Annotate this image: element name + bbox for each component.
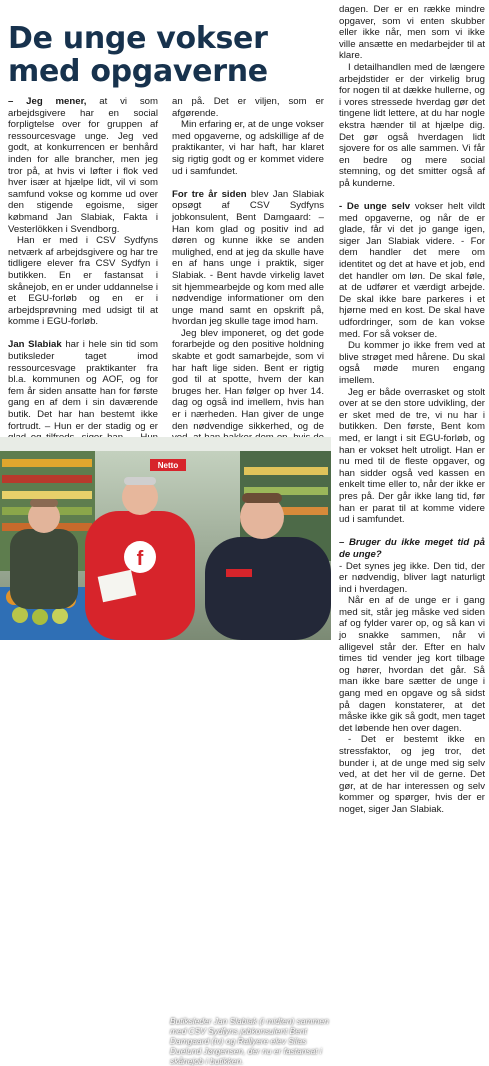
lead-in: – Jeg mener, — [8, 96, 87, 107]
question: – Bruger du ikke meget tid på de unge? — [339, 537, 485, 560]
paragraph: Han er med i CSV Sydfyns netværk af arbejdsgivere og har tre tidligere elever fra CSV Sydfyn i butikken. En er fastansat i skånejob, en er under uddannelse i et EGU-forløb og en er i arbejdsprøvning med udsigt til at komme i EGU-forløb. — [8, 235, 158, 328]
paragraph: Du kommer jo ikke frem ved at blive strøget med hårene. Du skal også møde muren engang imellem. — [339, 340, 485, 386]
paragraph: Min erfaring er, at de unge vokser med opgaverne, og adskillige af de praktikanter, vi har haft, har klaret sig rigtig godt og er kommet videre ud i samfundet. — [172, 119, 324, 177]
lead-in: For tre år siden — [172, 188, 247, 200]
shirt-logo: f — [136, 548, 144, 570]
paragraph: - Det synes jeg ikke. Den tid, der er nødvendig, bliver lagt naturligt ind i hverdagen. — [339, 560, 485, 595]
paragraph: dagen. Der er en række mindre opgaver, som vi enten skubber eller ikke når, men som vi ikke ville ansætte en medarbejder til at klare. — [339, 4, 485, 62]
photo-caption: Butiksleder Jan Slabiak (i midten) sammen med CSV Sydfyns jobkonsulent Bent Damgaard (tv) og Rallyere elev Silas Duelund Jørgensen, der nu er fastansat i skånejob i butikken. — [170, 1016, 329, 1066]
lead-in: - De unge selv — [339, 201, 411, 213]
paragraph: an på. Det er viljen, som er afgørende. — [172, 96, 324, 119]
paragraph-text: har i hele sin tid som butiksleder taget imod ressourcesvage praktikanter fra bl.a. kommunen og AOF, og for fem år siden ansatte han for første gang en af dem i sin daværende butik. Det har han bestemt ikke fortrudt. – Hun er der stadig og er — [8, 339, 158, 432]
fruit-sign-label: Netto — [157, 461, 179, 470]
paragraph-text: vokser helt vildt med opgaverne, og når de er glade, får vi det jo gange igen, siger Jan Slabiak videre. - For dem handler det mere om identitet og det at have et job, end det handler om løn. De skal føle, at de udfører et værdigt arbejde. De skal ikke bare parkeres i et hjørne med en kost. De skal have udfordringer, som de kan vokse med. For så vokser de. — [339, 201, 485, 340]
ceiling-lights — [0, 437, 331, 451]
article-column-1 — [8, 96, 158, 434]
paragraph — [339, 201, 485, 340]
paragraph-text: at vi som arbejdsgivere har en social forpligtelse over for gruppen af ressourcesvage unge. Jeg ved godt, at konkurrencen er benhård inden for alle brancher, men jeg tror på, at hvis vi løfter i flok ved hver især at hjælpe lidt, vil vi som samfund vokse og komme ud over den stigende egoisme, siger købmand Jan Slabiak, Fakta i Vesterlökken i Svendborg. — [8, 96, 158, 235]
paragraph — [8, 96, 158, 235]
store-photo-illustration — [0, 437, 331, 640]
paragraph: I detailhandlen med de længere arbejdstider er der virkelig brug for nogen til at dække hullerne, og i vores stressede hverdag gør det tingene lidt lettere, at du har nogle ekstra hænder til at hjælpe dig. Det gør også hverdagen lidt sjovere for os alle sammen. Vi får en bedre og mere social stemning, og det smitter også af på kunderne. — [339, 61, 485, 189]
lead-in: Jan Slabiak — [8, 339, 62, 351]
paragraph: Jeg er både overrasket og stolt over at se den store udvikling, der er sket med de tre, vi nu har i butikken. Den første, Bent kom med, er langt i sit EGU-forløb, og han er vokset helt utroligt. Han er nu med til de fleste opgaver, og han sidder også ved kassen en enkelt time eller to, når der ikke er pres på. Der går ikke lang tid, før han er parat til at komme videre ud i samfundet. — [339, 386, 485, 526]
article-photo — [0, 437, 331, 1066]
article-headline: De unge vokser med opgaverne — [8, 21, 268, 89]
paragraph: Når en af de unge er i gang med sit, står jeg måske ved siden af og fylder varer op, og så kan vi jo snakke sammen, når vi alligevel står der. Efter en halv times tid vender jeg kort tilbage og hører, hvordan det går. Så man ikke bare sætter de unge i gang med en opgave og så sidst på dagen konstaterer, at det måske ikke gik så godt, men taget det løbende hen over dagen. — [339, 595, 485, 734]
article-column-2 — [172, 96, 324, 434]
paragraph — [172, 189, 324, 328]
paragraph-text: blev Jan Slabiak opsøgt af CSV Sydfyns jobkonsulent, Bent Damgaard: – Han kom glad og positiv ind ad døren og kunne ikke se anden mulighed, end at jeg da skulle have en af hans unge i praktik, siger Slabiak. - Bent havde virkelig lavet sit hjemmearbejde og kom med alle nødvendige informationer om den unge mand samt en opskrift på, hvordan jeg skulle tage imod ham. — [172, 188, 324, 328]
article-column-3 — [339, 4, 485, 815]
paragraph: - Det er bestemt ikke en stressfaktor, og jeg tror, det bunder i, at de unge med sig selv ved, at det her vil de gerne. Det gør, at de har interessen og selv kommer og spørger, hvis der er noget, siger Jan Slabiak. — [339, 734, 485, 815]
paragraph: Jeg blev imponeret, og det gode forarbejde og den positive holdning skabte et godt samarbejde, som vi har haft lige siden. Bent er rigtig god til at spotte, hvem der kan bruges her. Han følger op hver 14. dag og også ind imellem, hvis han er i nærheden. Han giver de unge den nødvendige sikkerhed, og de — [172, 327, 324, 432]
